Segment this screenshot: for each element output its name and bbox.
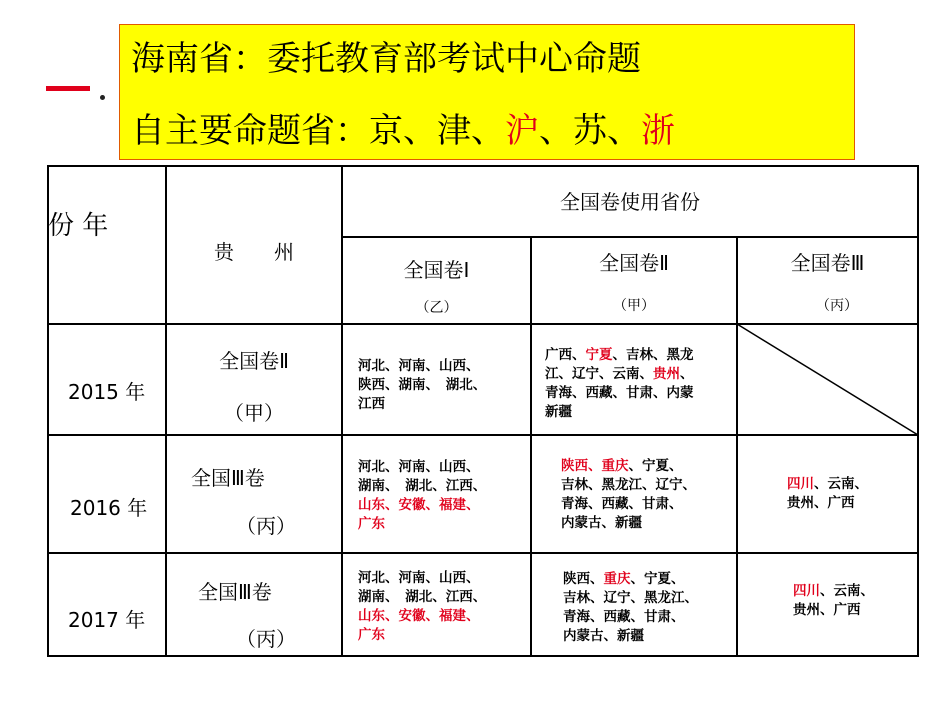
province-line [358,395,486,414]
province-line [358,607,486,626]
province-line [563,589,698,608]
province-line [358,626,486,645]
province-line [358,458,486,477]
banner-line-2-sep: 、苏、 [539,111,641,151]
banner-hu: 沪 [505,111,539,151]
gz-2015-sub: （甲） [224,401,284,425]
province-text: 内蒙古、新疆 [563,628,644,644]
province-text: 广西、 [545,347,586,363]
gz-2017-sub: （丙） [236,627,296,651]
province-line [793,601,874,620]
province-line [561,495,696,514]
province-text-highlight: 山东、安徽、福建、 [358,608,480,624]
province-text: 陕西、湖南、 湖北、 [358,377,487,393]
provinces-2015-vol2 [545,346,694,422]
col1-sub: （乙） [415,300,458,316]
province-text: 、吉林、黑龙 [612,347,694,363]
province-line [358,569,486,588]
banner-zhe: 浙 [641,111,675,151]
province-line [358,357,486,376]
province-text-highlight: 四川 [787,476,814,492]
corner-label: 份 年 [48,211,109,241]
provinces-2016-vol3 [787,475,868,513]
province-line [358,477,486,496]
province-line [358,376,486,395]
province-line [787,494,868,513]
province-text-highlight: 山东、安徽、福建、 [358,497,480,513]
col2-sub: （甲） [613,298,655,314]
province-header: 贵 州 [214,240,294,264]
gz-2016-name: 全国Ⅲ卷 [191,466,265,490]
col3-sub: （丙） [816,298,858,314]
province-line [563,608,698,627]
province-line [561,457,696,476]
group-header: 全国卷使用省份 [560,190,700,214]
province-line [561,514,696,533]
province-line [545,403,694,422]
province-text-highlight: 宁夏 [585,347,613,363]
province-text: 青海、西藏、甘肃、 [563,609,685,625]
province-line [563,570,698,589]
gz-2015-name: 全国卷Ⅱ [219,349,289,373]
col1-name: 全国卷Ⅰ [403,258,470,282]
provinces-2017-vol2 [563,570,698,646]
province-text-highlight: 陕西、重庆 [561,458,629,474]
gz-2017-name: 全国Ⅲ卷 [198,580,272,604]
province-text-highlight: 广东 [358,516,385,532]
province-text: 新疆 [545,404,572,420]
province-text: 河北、河南、山西、 [358,459,480,475]
province-text-highlight: 重庆 [603,571,631,587]
province-text: 、 [680,366,694,382]
province-text: 、宁夏、 [630,571,685,587]
banner-line-2-prefix: 自主要命题省：京、津、 [131,111,505,151]
province-line [545,346,694,365]
province-line [793,582,874,601]
province-text: 河北、河南、山西、 [358,570,480,586]
year-2017: 2017 年 [68,608,146,632]
province-text: 贵州、广西 [793,602,861,618]
province-text: 青海、西藏、甘肃、 [561,496,683,512]
year-2016: 2016 年 [70,496,148,520]
province-line [787,475,868,494]
province-text: 、宁夏、 [628,458,683,474]
provinces-2017-vol3 [793,582,874,620]
banner-line-1: 海南省：委托教育部考试中心命题 [131,39,641,79]
province-text: 吉林、辽宁、黑龙江、 [563,590,698,606]
col2-name: 全国卷Ⅱ [599,251,669,275]
province-text: 江西 [358,396,385,412]
province-line [358,496,486,515]
province-text: 河北、河南、山西、 [358,358,480,374]
province-text: 、云南、 [820,583,874,599]
province-line [358,515,486,534]
province-line [545,365,694,384]
province-text: 湖南、 湖北、江西、 [358,589,487,605]
province-line [545,384,694,403]
province-text: 江、辽宁、云南、 [545,366,653,382]
province-text-highlight: 贵州 [653,366,680,382]
province-text: 吉林、黑龙江、辽宁、 [561,477,696,493]
province-line [561,476,696,495]
province-line [358,588,486,607]
province-text: 内蒙古、新疆 [561,515,642,531]
province-text: 青海、西藏、甘肃、内蒙 [545,385,694,401]
col3-name: 全国卷Ⅲ [790,251,865,275]
provinces-2016-vol2 [561,457,696,533]
empty-cell-diagonal [737,324,918,435]
province-text-highlight: 四川 [793,583,820,599]
province-text-highlight: 广东 [358,627,385,643]
gz-2016-sub: （丙） [236,514,296,538]
province-text: 湖南、 湖北、江西、 [358,478,487,494]
province-text: 、云南、 [814,476,868,492]
province-line [563,627,698,646]
provinces-2015-vol1 [358,357,486,414]
province-text: 陕西、 [563,571,604,587]
provinces-2016-vol1 [358,458,486,534]
province-text: 贵州、广西 [787,495,855,511]
year-2015: 2015 年 [68,380,146,404]
provinces-2017-vol1 [358,569,486,645]
